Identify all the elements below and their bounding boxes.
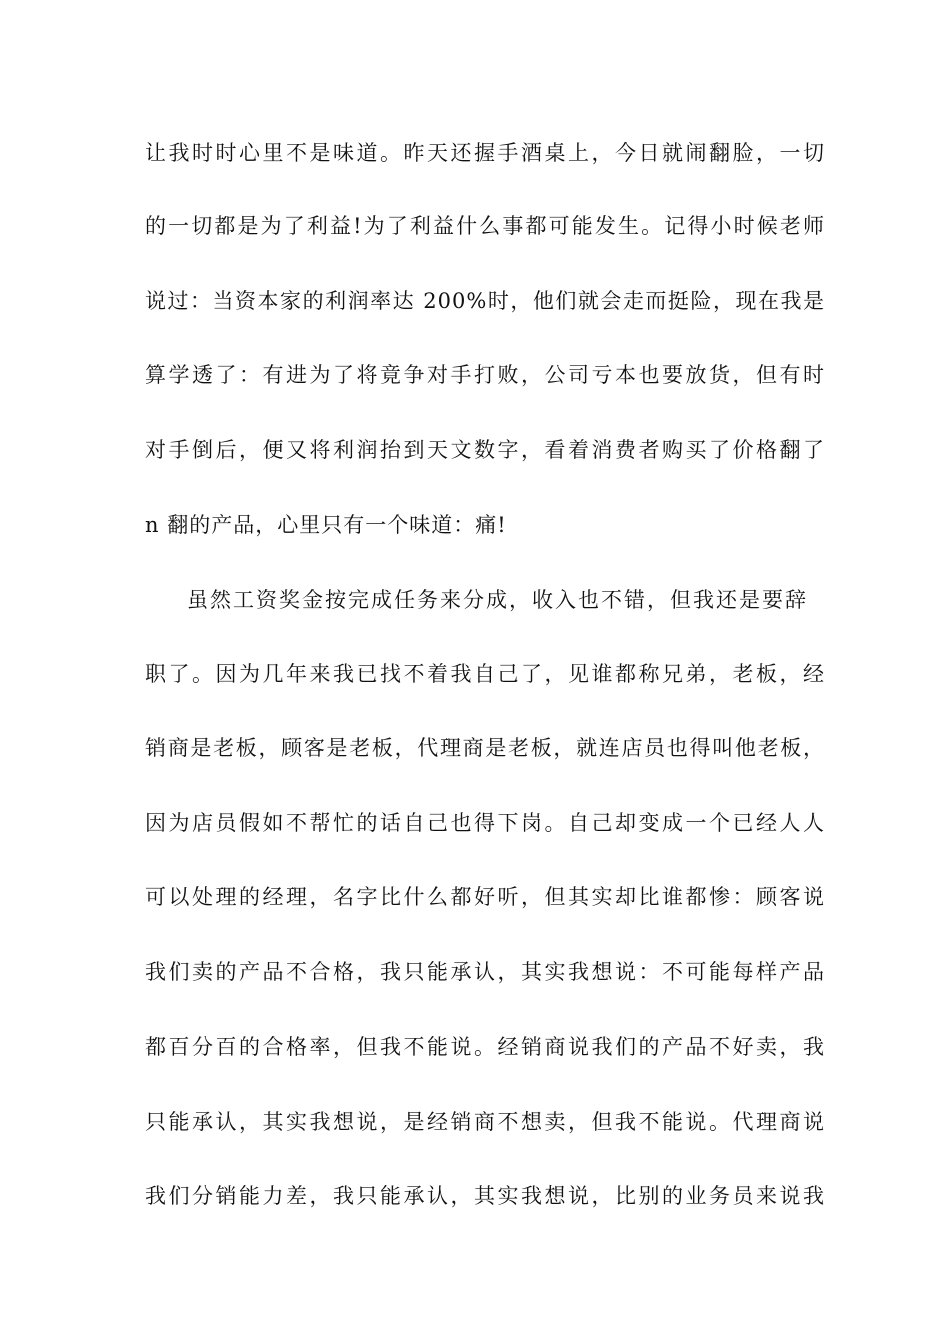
text-line: 因为店员假如不帮忙的话自己也得下岗。自己却变成一个已经人人: [145, 811, 825, 835]
text-line: 职了。因为几年来我已找不着我自己了，见谁都称兄弟，老板，经: [145, 662, 825, 686]
text-line: 说过：当资本家的利润率达 200%时，他们就会走而挺险，现在我是: [145, 289, 825, 313]
text-line: 可以处理的经理，名字比什么都好听，但其实却比谁都惨：顾客说: [145, 885, 825, 909]
text-line: n 翻的产品，心里只有一个味道：痛!: [145, 513, 507, 537]
text-line: 的一切都是为了利益!为了利益什么事都可能发生。记得小时候老师: [145, 214, 825, 238]
text-line: 对手倒后，便又将利润抬到天文数字，看着消费者购买了价格翻了: [145, 438, 825, 462]
text-line: 算学透了：有进为了将竟争对手打败，公司亏本也要放货，但有时: [145, 363, 825, 387]
text-line: 都百分百的合格率，但我不能说。经销商说我们的产品不好卖，我: [145, 1035, 825, 1059]
text-line: 虽然工资奖金按完成任务来分成，收入也不错，但我还是要辞: [187, 588, 807, 612]
text-line: 我们分销能力差，我只能承认，其实我想说，比别的业务员来说我: [145, 1184, 825, 1208]
text-line: 让我时时心里不是味道。昨天还握手酒桌上，今日就闹翻脸，一切: [145, 141, 825, 165]
text-line: 只能承认，其实我想说，是经销商不想卖，但我不能说。代理商说: [145, 1110, 825, 1134]
text-line: 我们卖的产品不合格，我只能承认，其实我想说：不可能每样产品: [145, 960, 825, 984]
text-line: 销商是老板，顾客是老板，代理商是老板，就连店员也得叫他老板，: [145, 736, 825, 760]
